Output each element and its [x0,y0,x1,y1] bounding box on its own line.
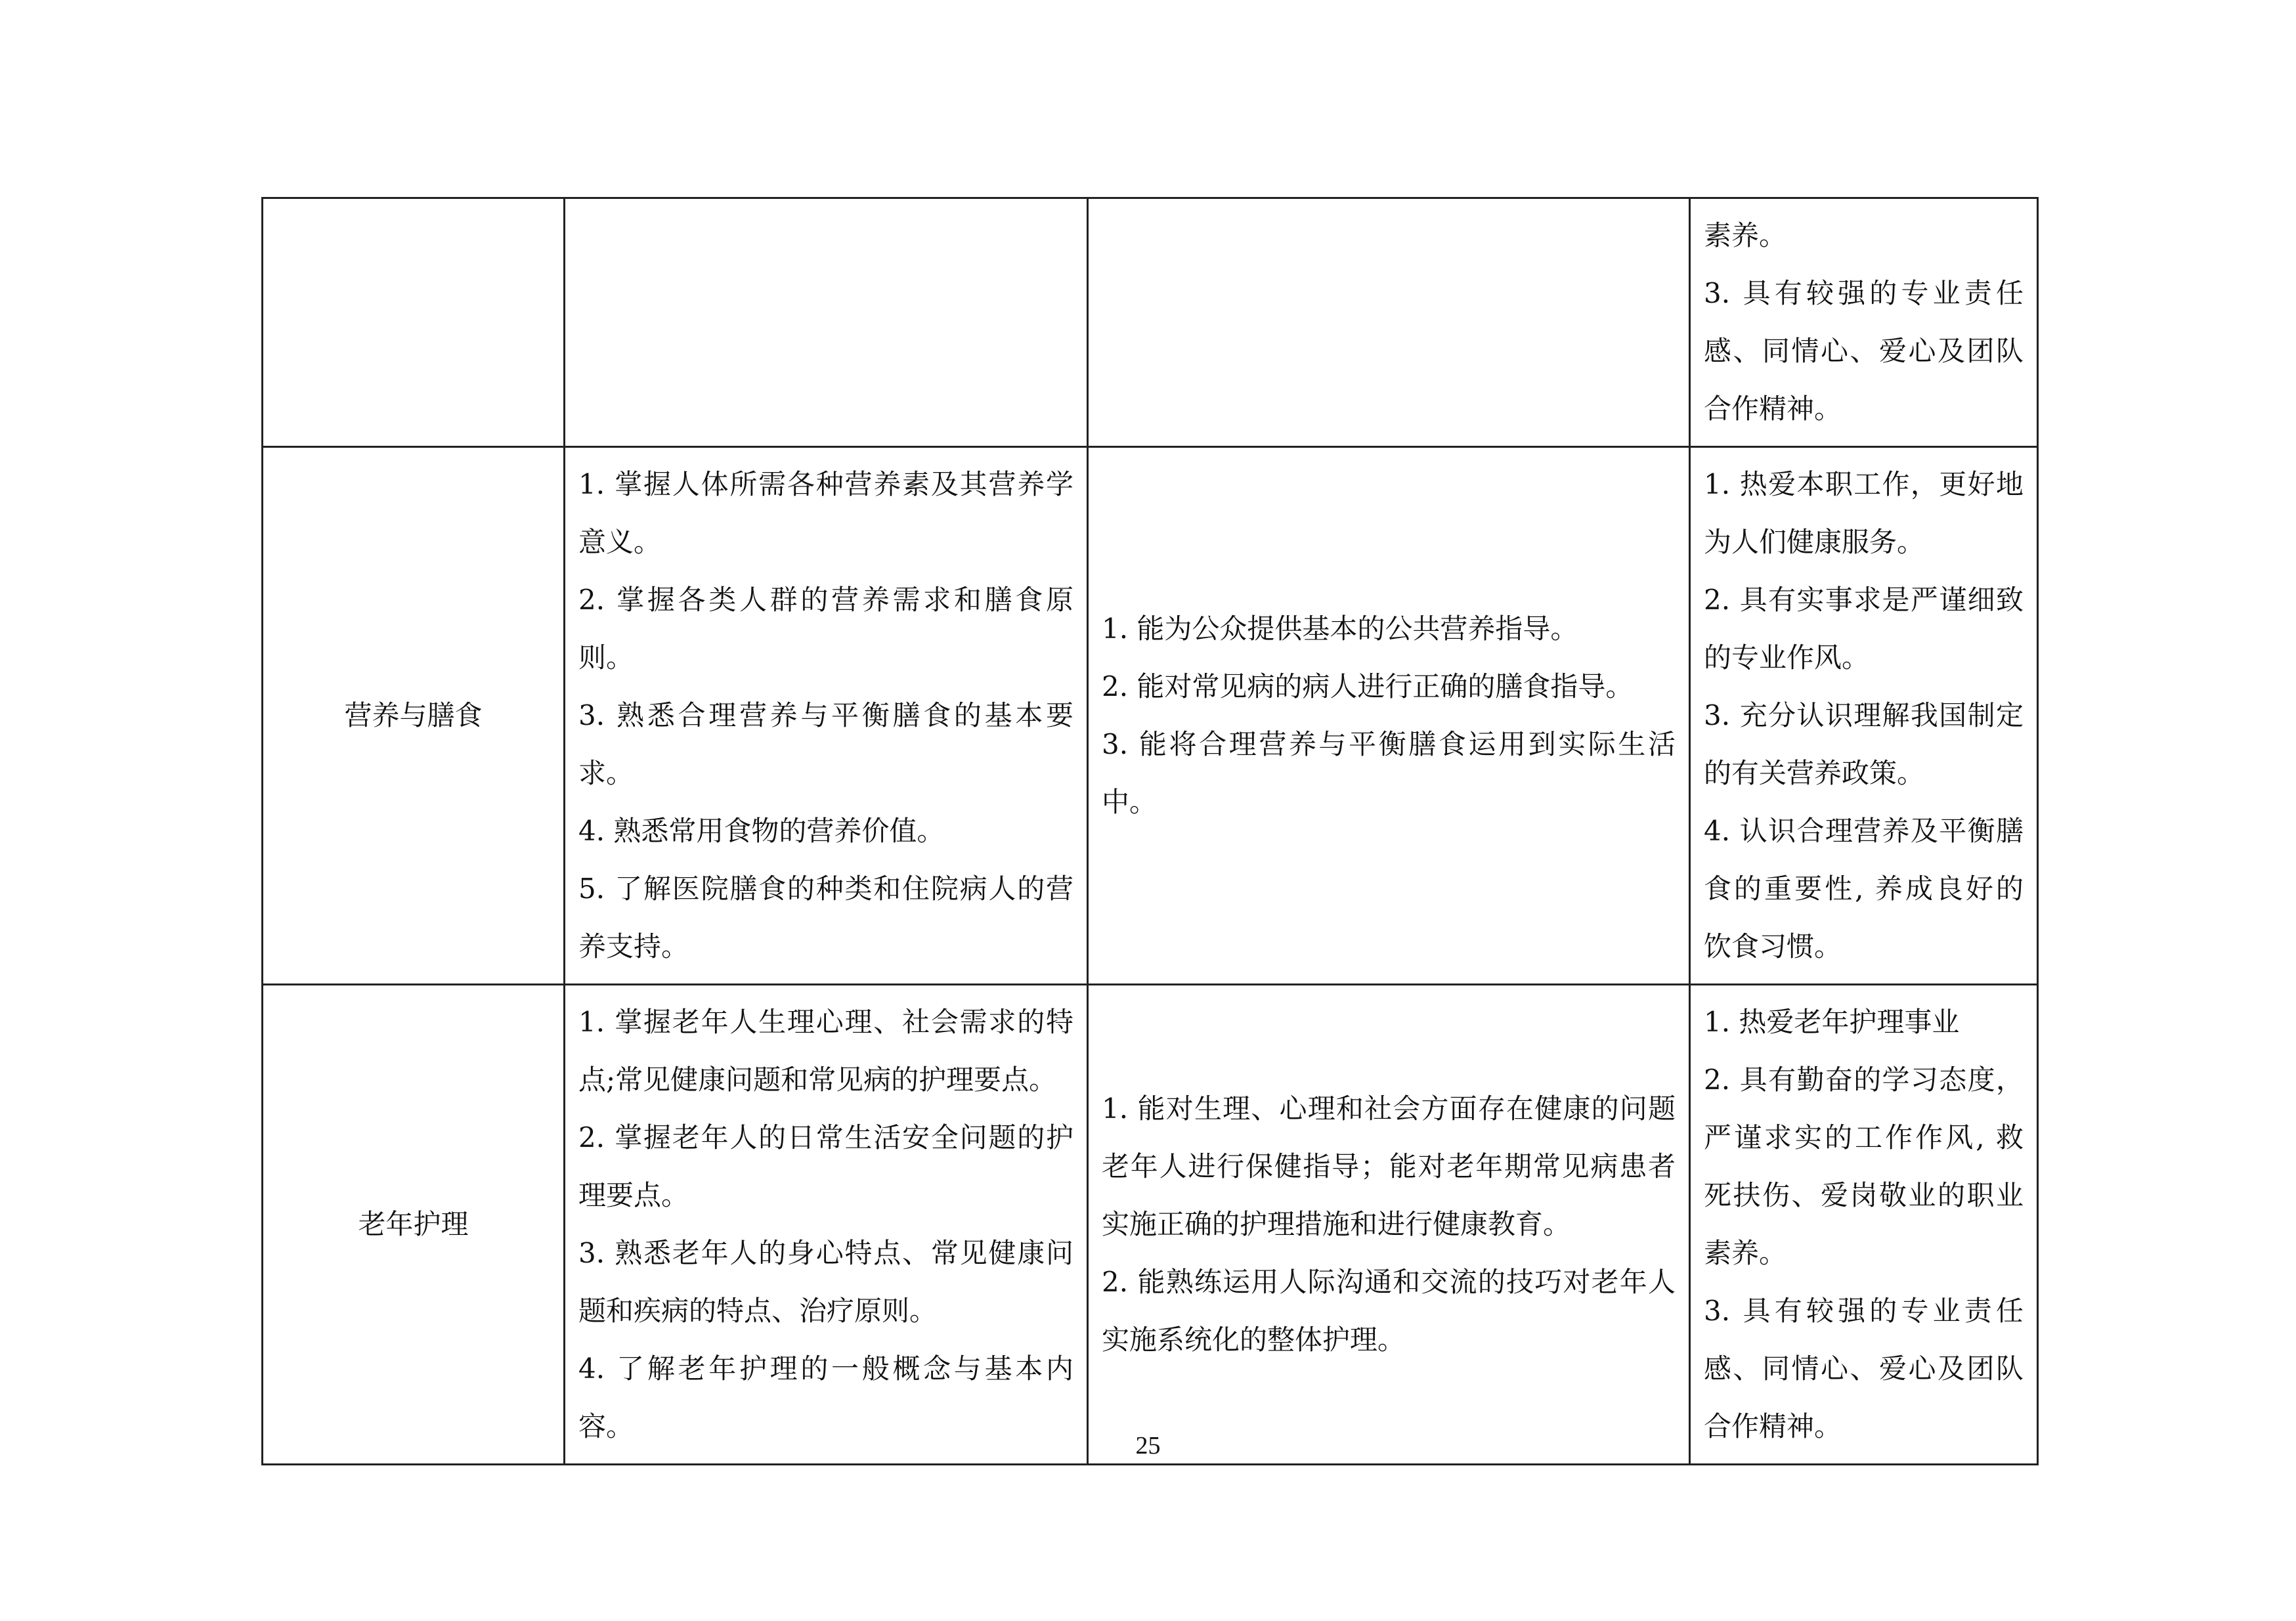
quality-item: 2. 具有实事求是严谨细致的专业作风。 [1704,584,2024,674]
curriculum-table [261,197,2039,1465]
knowledge-item: 1. 掌握人体所需各种营养素及其营养学意义。 [578,468,1073,558]
ability-cell [1088,198,1690,447]
ability-item: 2. 能对常见病的病人进行正确的膳食指导。 [1102,670,1634,702]
ability-item: 2. 能熟练运用人际沟通和交流的技巧对老年人实施系统化的整体护理。 [1102,1266,1676,1356]
knowledge-item: 1. 掌握老年人生理心理、社会需求的特点;常见健康问题和常见病的护理要点。 [578,1006,1073,1096]
knowledge-item: 2. 掌握各类人群的营养需求和膳食原则。 [578,584,1073,674]
quality-item: 3. 具有较强的专业责任感、同情心、爱心及团队合作精神。 [1704,1295,2024,1442]
knowledge-item: 4. 了解老年护理的一般概念与基本内容。 [578,1352,1073,1442]
ability-cell [1088,447,1690,985]
table-row [263,198,2038,447]
knowledge-cell [565,447,1088,985]
table-row [263,985,2038,1465]
ability-cell [1088,985,1690,1465]
knowledge-item: 5. 了解医院膳食的种类和住院病人的营养支持。 [578,873,1073,962]
table-row [263,447,2038,985]
quality-item: 2. 具有勤奋的学习态度，严谨求实的工作作风, 救死扶伤、爱岗敬业的职业素养。 [1704,1064,2024,1269]
knowledge-cell [565,198,1088,447]
page-number: 25 [1135,1432,1161,1459]
course-name: 营养与膳食 [344,699,483,731]
course-name: 老年护理 [358,1208,469,1240]
course-name-cell [263,985,565,1465]
knowledge-item: 3. 熟悉合理营养与平衡膳食的基本要求。 [578,699,1073,789]
quality-item: 1. 热爱老年护理事业 [1704,1006,1960,1038]
knowledge-item: 2. 掌握老年人的日常生活安全问题的护理要点。 [578,1121,1073,1211]
knowledge-cell [565,985,1088,1465]
quality-cell [1690,198,2038,447]
ability-item: 1. 能对生理、心理和社会方面存在健康的问题老年人进行保健指导；能对老年期常见病患者实施正确的护理措施和进行健康教育。 [1102,1092,1676,1240]
course-name-cell [263,447,565,985]
quality-item: 素养。 [1704,219,1787,251]
quality-item: 3. 具有较强的专业责任感、同情心、爱心及团队合作精神。 [1704,277,2024,425]
quality-cell [1690,985,2038,1465]
quality-item: 1. 热爱本职工作，更好地为人们健康服务。 [1704,468,2024,558]
ability-item: 1. 能为公众提供基本的公共营养指导。 [1102,613,1578,645]
knowledge-item: 3. 熟悉老年人的身心特点、常见健康问题和疾病的特点、治疗原则。 [578,1237,1073,1327]
quality-cell [1690,447,2038,985]
quality-item: 3. 充分认识理解我国制定的有关营养政策。 [1704,699,2024,789]
course-name-cell [263,198,565,447]
knowledge-item: 4. 熟悉常用食物的营养价值。 [578,815,945,847]
quality-item: 4. 认识合理营养及平衡膳食的重要性, 养成良好的饮食习惯。 [1704,815,2024,962]
ability-item: 3. 能将合理营养与平衡膳食运用到实际生活中。 [1102,728,1676,818]
